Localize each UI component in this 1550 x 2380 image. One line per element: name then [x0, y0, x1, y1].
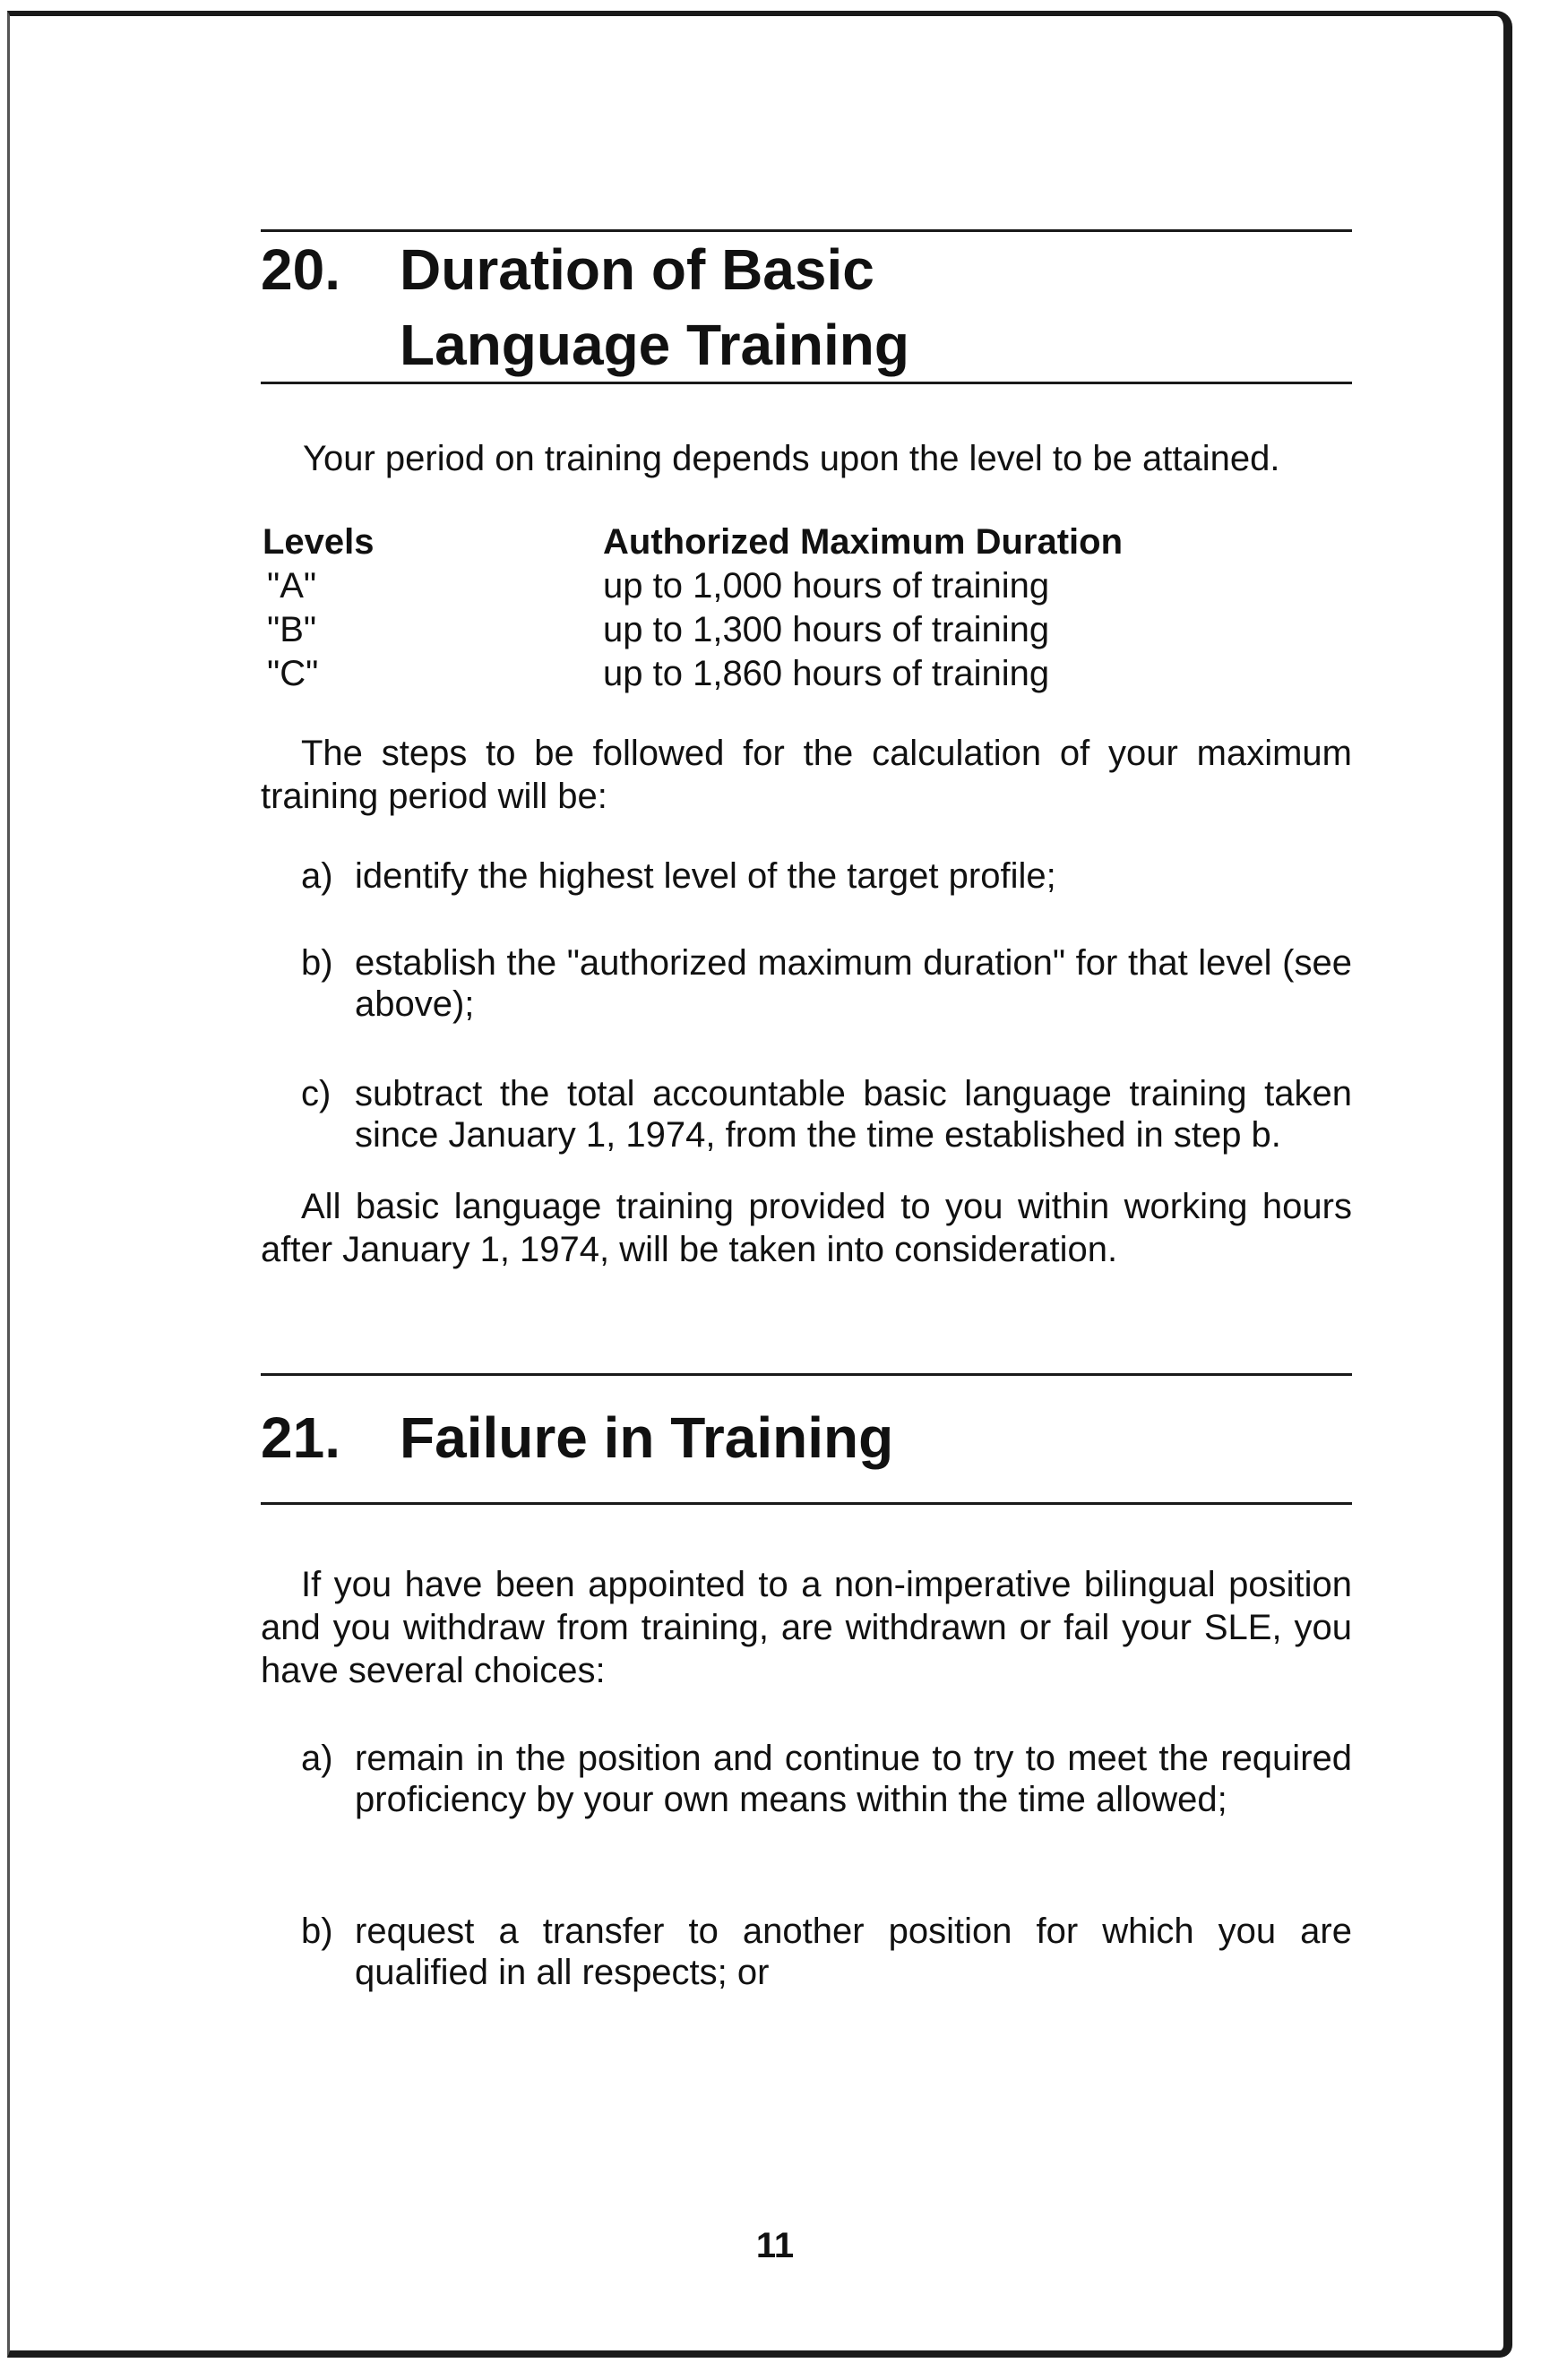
level-a-duration: up to 1,000 hours of training: [603, 566, 1050, 606]
step-b-marker: b): [301, 943, 333, 983]
step-c: [301, 1073, 1352, 1156]
level-c-duration: up to 1,860 hours of training: [603, 654, 1050, 693]
section-20-bottom-rule: [261, 382, 1352, 384]
section-20-top-rule: [261, 229, 1352, 232]
levels-header: Levels: [263, 522, 375, 562]
choice-a: [301, 1738, 1352, 1820]
level-b-duration: up to 1,300 hours of training: [603, 610, 1050, 649]
step-a-marker: a): [301, 856, 333, 896]
level-c-label: "C": [267, 654, 319, 693]
step-a: [301, 855, 1352, 897]
section-20-intro: Your period on training depends upon the level to be attained.: [303, 439, 1280, 478]
section-20-title-line-2: Language Training: [400, 313, 909, 377]
duration-header: Authorized Maximum Duration: [603, 522, 1124, 562]
steps-intro: The steps to be followed for the calculation of your maximum training period will be:: [261, 734, 1352, 816]
section-21-title: Failure in Training: [400, 1405, 894, 1470]
level-a-label: "A": [267, 566, 317, 606]
choice-a-text: remain in the position and continue to try to meet the required proficiency by your own means within the time allowed;: [355, 1739, 1352, 1819]
section-20-title-line-1: Duration of Basic: [400, 237, 874, 302]
step-b: [301, 942, 1352, 1025]
section-21-bottom-rule: [261, 1502, 1352, 1505]
section-20-number: 20.: [261, 237, 340, 302]
section-21-top-rule: [261, 1373, 1352, 1376]
level-b-label: "B": [267, 610, 317, 649]
step-c-marker: c): [301, 1074, 332, 1113]
section-21-number: 21.: [261, 1405, 340, 1470]
step-b-text: establish the "authorized maximum duration" for that level (see above);: [355, 943, 1352, 1024]
section-20-closing: All basic language training provided to you within working hours after January 1, 1974, will be taken into consideration.: [261, 1187, 1352, 1269]
step-a-text: identify the highest level of the target profile;: [355, 856, 1056, 896]
section-21-intro: If you have been appointed to a non-imperative bilingual position and you withdraw from training, are withdrawn or fail your SLE, you have several choices:: [261, 1565, 1352, 1690]
page-number: 11: [755, 2226, 795, 2265]
step-c-text: subtract the total accountable basic language training taken since January 1, 1974, from the time established in step b.: [355, 1074, 1352, 1155]
choice-b-marker: b): [301, 1912, 333, 1951]
choice-b: [301, 1911, 1352, 1993]
choice-b-text: request a transfer to another position for which you are qualified in all respects; or: [355, 1912, 1352, 1992]
choice-a-marker: a): [301, 1739, 333, 1778]
